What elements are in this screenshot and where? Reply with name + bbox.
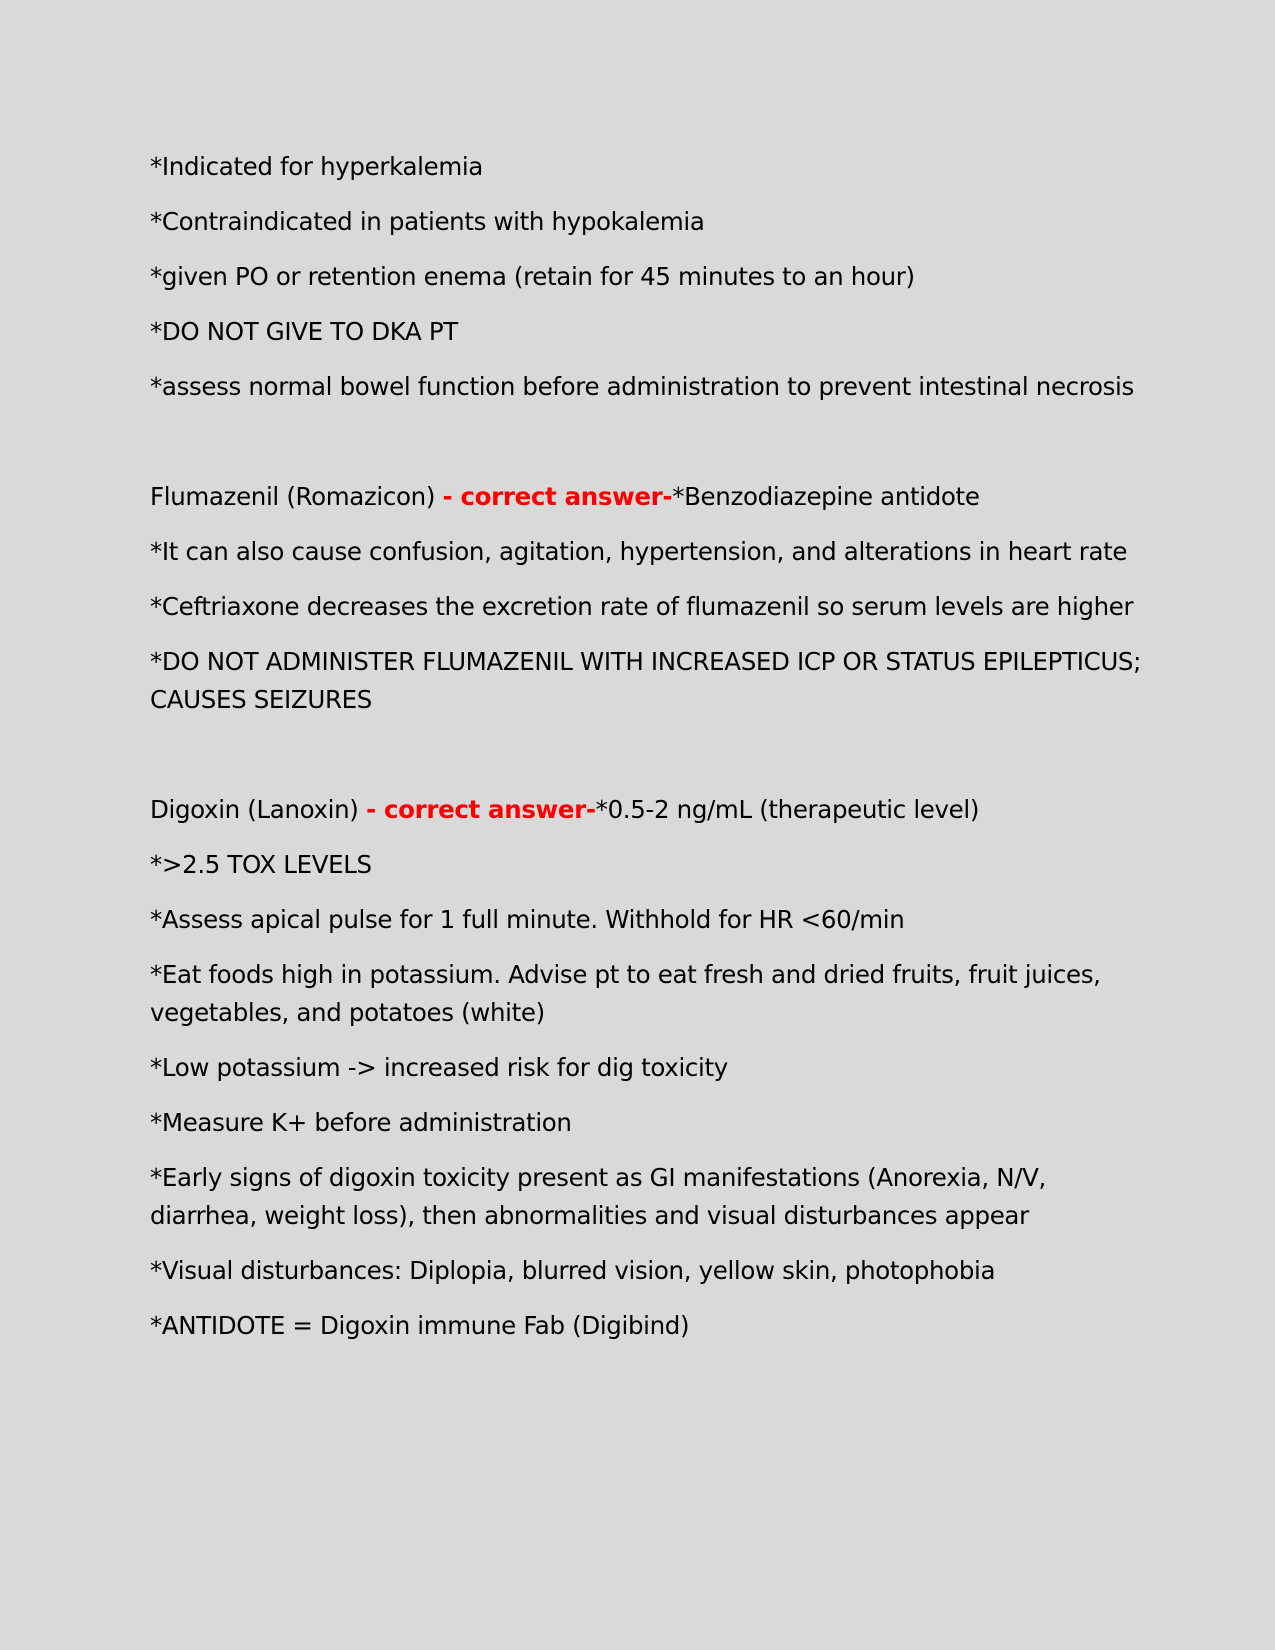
note-line: *Eat foods high in potassium. Advise pt to eat fresh and dried fruits, fruit juices, vegetables, and potatoes (white) [150,960,1101,1027]
correct-answer-marker: - correct answer- [365,795,596,824]
note-line: *ANTIDOTE = Digoxin immune Fab (Digibind) [150,1311,690,1340]
note-line: *Early signs of digoxin toxicity present as GI manifestations (Anorexia, N/V, diarrhea, weight loss), then abnormalities and visual disturbances appear [150,1163,1046,1230]
note-line: *It can also cause confusion, agitation, hypertension, and alterations in heart rate [150,537,1128,566]
answer-text: *Benzodiazepine antidote [672,482,980,511]
note-line: *assess normal bowel function before administration to prevent intestinal necrosis [150,372,1134,401]
digoxin-question [150,791,1150,829]
section-gap [150,736,1150,791]
flumazenil-question [150,478,1150,516]
note-line: *DO NOT GIVE TO DKA PT [150,317,458,346]
note-line: *Assess apical pulse for 1 full minute. Withhold for HR <60/min [150,905,905,934]
term-label: Flumazenil (Romazicon) [150,482,443,511]
term-label: Digoxin (Lanoxin) [150,795,366,824]
note-line: *Ceftriaxone decreases the excretion rate of flumazenil so serum levels are higher [150,592,1134,621]
note-line: *Contraindicated in patients with hypokalemia [150,207,705,236]
answer-text: *0.5-2 ng/mL (therapeutic level) [595,795,980,824]
flumazenil-card [150,478,1150,719]
digoxin-card [150,791,1150,1345]
note-line: *given PO or retention enema (retain for 45 minutes to an hour) [150,262,915,291]
note-line: *Visual disturbances: Diplopia, blurred vision, yellow skin, photophobia [150,1256,996,1285]
section-gap [150,423,1150,478]
note-line: *Low potassium -> increased risk for dig toxicity [150,1053,728,1082]
note-line: *DO NOT ADMINISTER FLUMAZENIL WITH INCREASED ICP OR STATUS EPILEPTICUS; CAUSES SEIZURES [150,647,1142,714]
kayexalate-notes [150,148,1150,406]
note-line: *>2.5 TOX LEVELS [150,850,372,879]
page-content [150,148,1150,1362]
correct-answer-marker: - correct answer- [442,482,673,511]
note-line: *Indicated for hyperkalemia [150,152,483,181]
note-line: *Measure K+ before administration [150,1108,572,1137]
